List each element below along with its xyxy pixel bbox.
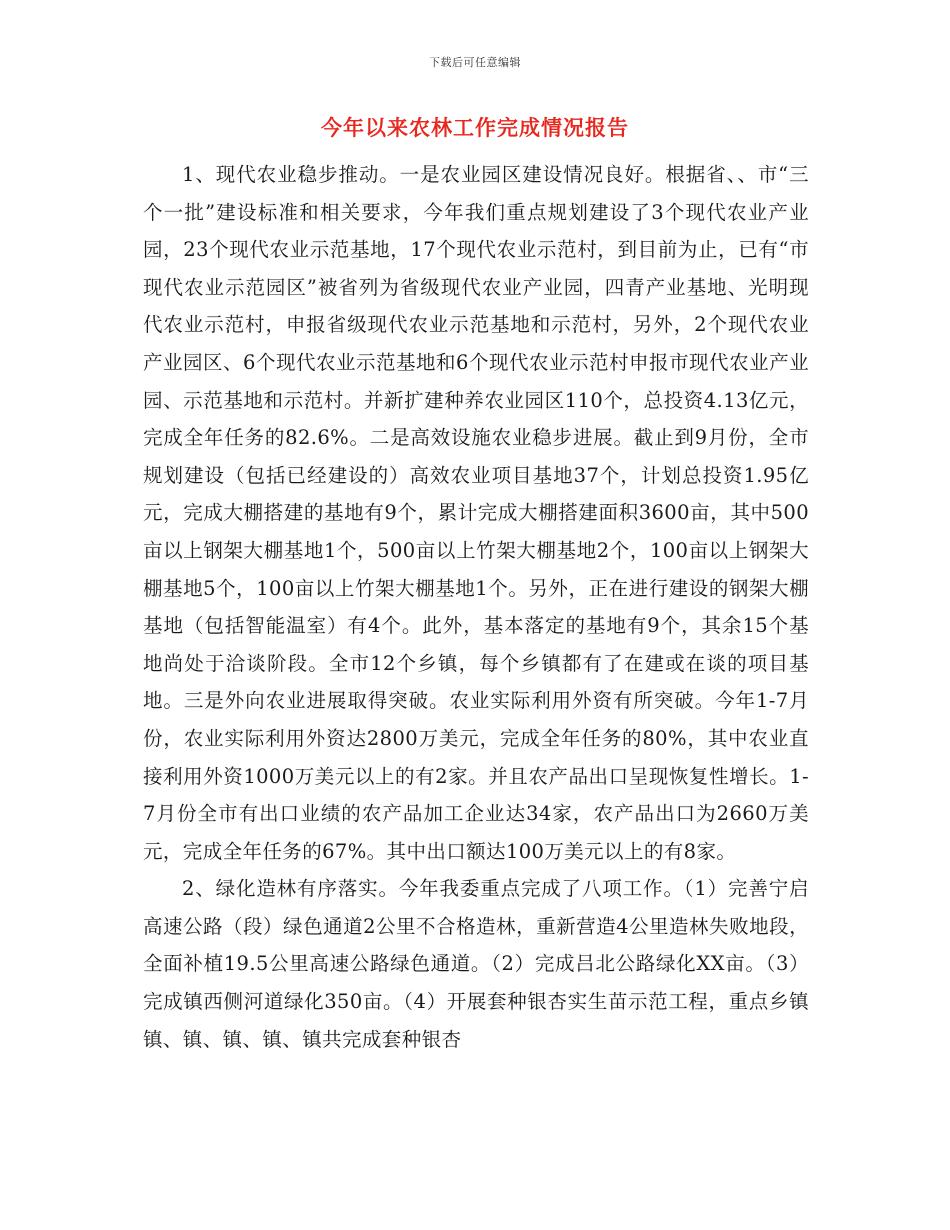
paragraph-afforestation: 2、绿化造林有序落实。今年我委重点完成了八项工作。（1）完善宁启高速公路（段）绿色通道2公里不合格造林，重新营造4公里造林失败地段，全面补植19.5公里高速公路绿色通道。（2）完成吕北公路绿化XX亩。（3）完成镇西侧河道绿化350亩。（4）开展套种银杏实生苗示范工程，重点乡镇镇、镇、镇、镇、镇共完成套种银杏 — [143, 877, 809, 1051]
paragraph-agriculture: 1、现代农业稳步推动。一是农业园区建设情况良好。根据省、、市“三个一批”建设标准和相关要求，今年我们重点规划建设了3个现代农业产业园，23个现代农业示范基地，17个现代农业示范村，到目前为止，已有“市现代农业示范园区”被省列为省级现代农业产业园，四青产业基地、光明现代农业示范村，申报省级现代农业示范基地和示范村，另外，2个现代农业产业园区、6个现代农业示范基地和6个现代农业示范村申报市现代农业产业园、示范基地和示范村。并新扩建种养农业园区110个，总投资4.13亿元，完成全年任务的82.6%。二是高效设施农业稳步进展。截止到9月份，全市规划建设（包括已经建设的）高效农业项目基地37个，计划总投资1.95亿元，完成大棚搭建的基地有9个，累计完成大棚搭建面积3600亩，其中500亩以上钢架大棚基地1个，500亩以上竹架大棚基地2个，100亩以上钢架大棚基地5个，100亩以上竹架大棚基地1个。另外，正在进行建设的钢架大棚基地（包括智能温室）有4个。此外，基本落定的基地有9个，其余15个基地尚处于洽谈阶段。全市12个乡镇，每个乡镇都有了在建或在谈的项目基地。三是外向农业进展取得突破。农业实际利用外资有所突破。今年1-7月份，农业实际利用外资达2800万美元，完成全年任务的80%，其中农业直接利用外资1000万美元以上的有2家。并且农产品出口呈现恢复性增长。1-7月份全市有出口业绩的农产品加工企业达34家，农产品出口为2660万美元，完成全年任务的67%。其中出口额达100万美元以上的有8家。 — [143, 163, 809, 863]
document-body — [143, 156, 809, 1058]
document-title: 今年以来农林工作完成情况报告 — [321, 116, 629, 140]
page-header-note: 下载后可任意编辑 — [429, 56, 521, 69]
